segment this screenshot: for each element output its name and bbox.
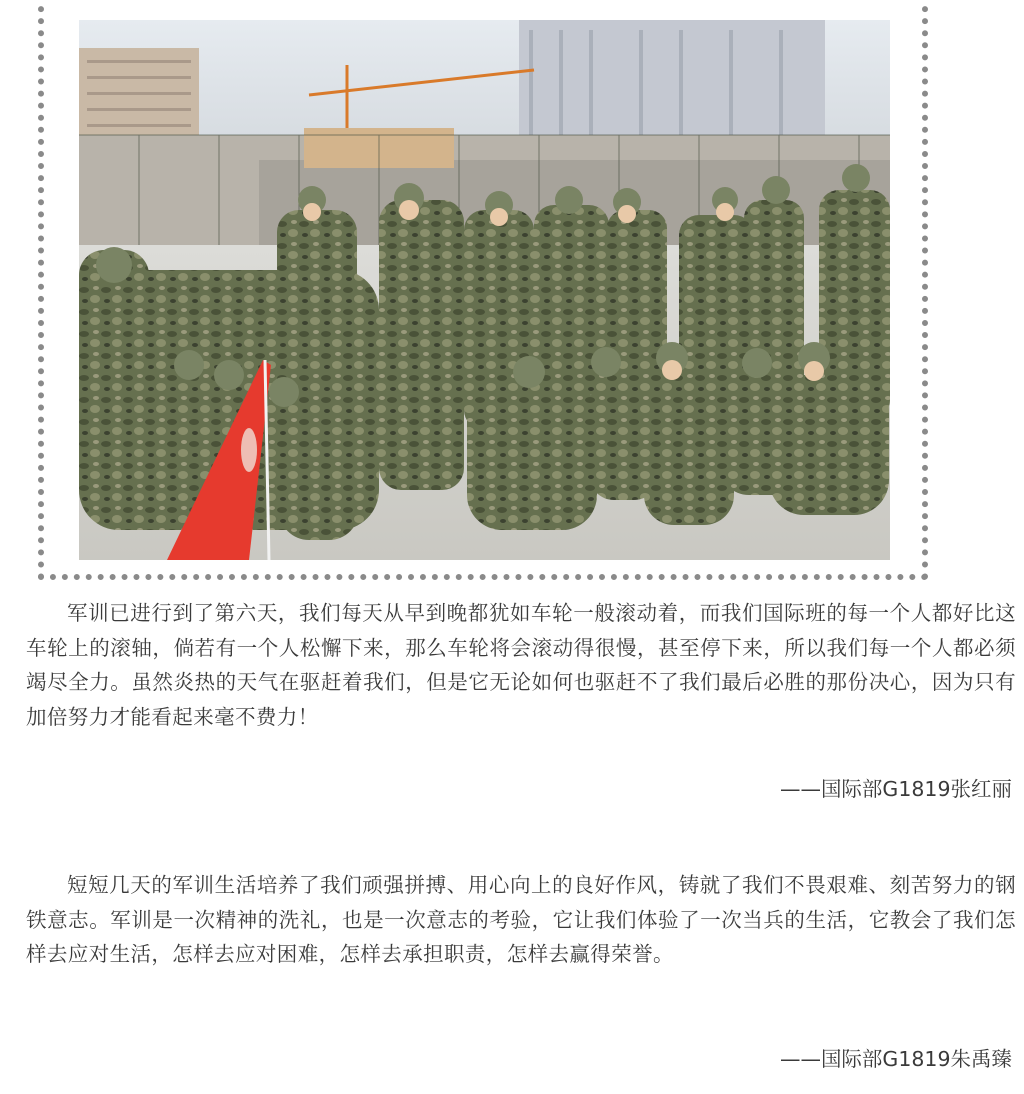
photo-illustration xyxy=(79,20,890,560)
paragraph-1 xyxy=(26,596,1016,734)
signature-1: ——国际部G1819张红丽 xyxy=(779,777,1012,801)
military-training-photo xyxy=(79,20,890,560)
paragraph-2-text: 短短几天的军训生活培养了我们顽强拼搏、用心向上的良好作风，铸就了我们不畏艰难、刻苦努力的钢铁意志。军训是一次精神的洗礼，也是一次意志的考验，它让我们体验了一次当兵的生活，它教会了我们怎样去应对生活，怎样去应对困难，怎样去承担职责，怎样去赢得荣誉。 xyxy=(26,873,1016,966)
paragraph-1-text: 军训已进行到了第六天，我们每天从早到晚都犹如车轮一般滚动着，而我们国际班的每一个人都好比这车轮上的滚轴，倘若有一个人松懈下来，那么车轮将会滚动得很慢，甚至停下来，所以我们每一个人都必须竭尽全力。虽然炎热的天气在驱赶着我们，但是它无论如何也驱赶不了我们最后必胜的那份决心，因为只有加倍努力才能看起来毫不费力！ xyxy=(26,601,1016,729)
paragraph-2 xyxy=(26,868,1016,972)
signature-2: ——国际部G1819朱禹臻 xyxy=(779,1047,1012,1071)
